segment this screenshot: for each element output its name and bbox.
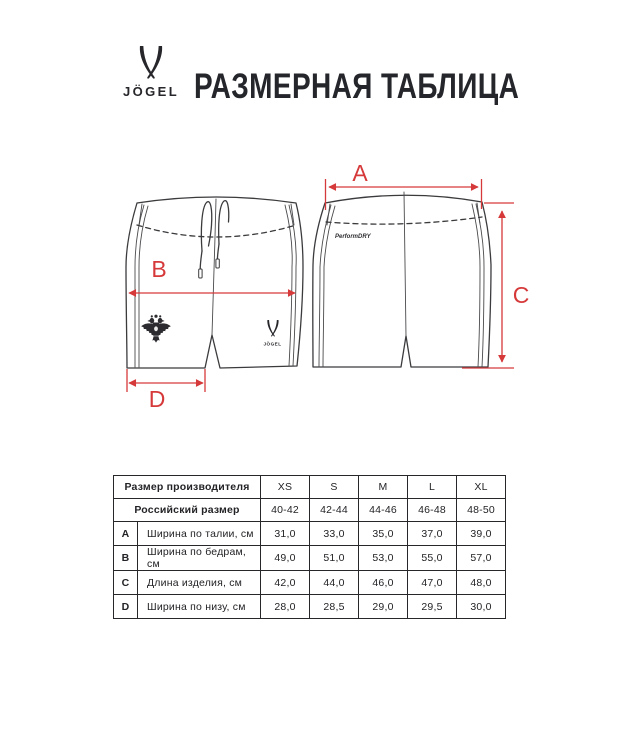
table-cell: 35,0 bbox=[359, 522, 408, 546]
jogel-logo-icon bbox=[138, 46, 164, 80]
shorts-front-view bbox=[126, 197, 303, 368]
table-cell: 28,0 bbox=[261, 595, 310, 619]
shorts-back-view bbox=[313, 192, 491, 367]
table-cell: 28,5 bbox=[310, 595, 359, 619]
table-cell: 49,0 bbox=[261, 546, 310, 571]
row-name: Ширина по низу, см bbox=[138, 595, 261, 619]
dimension-label-a: A bbox=[352, 160, 368, 186]
table-cell: 39,0 bbox=[457, 522, 506, 546]
shorts-diagram bbox=[0, 155, 624, 465]
table-row-b bbox=[114, 546, 506, 571]
row-label: Российский размер bbox=[114, 499, 261, 522]
table-row-russian-size bbox=[114, 499, 506, 522]
table-cell: 37,0 bbox=[408, 522, 457, 546]
table-cell: 29,0 bbox=[359, 595, 408, 619]
table-cell: 44,0 bbox=[310, 571, 359, 595]
table-cell: 47,0 bbox=[408, 571, 457, 595]
table-cell: 46,0 bbox=[359, 571, 408, 595]
table-cell: 53,0 bbox=[359, 546, 408, 571]
table-row-c bbox=[114, 571, 506, 595]
table-cell: 57,0 bbox=[457, 546, 506, 571]
row-name: Ширина по талии, см bbox=[138, 522, 261, 546]
table-cell: 51,0 bbox=[310, 546, 359, 571]
col-header-xl: XL bbox=[457, 476, 506, 499]
table-cell: 31,0 bbox=[261, 522, 310, 546]
row-letter: B bbox=[114, 546, 138, 571]
row-letter: C bbox=[114, 571, 138, 595]
table-cell: 48,0 bbox=[457, 571, 506, 595]
table-row-d bbox=[114, 595, 506, 619]
table-cell: 55,0 bbox=[408, 546, 457, 571]
dimension-label-b: B bbox=[151, 256, 167, 282]
table-row-manufacturer-size bbox=[114, 476, 506, 499]
row-letter: D bbox=[114, 595, 138, 619]
table-cell: 29,5 bbox=[408, 595, 457, 619]
table-cell: 42,0 bbox=[261, 571, 310, 595]
dimension-label-c: C bbox=[512, 282, 530, 308]
col-header-xs: XS bbox=[261, 476, 310, 499]
jogel-logo-text: JÖGEL bbox=[123, 84, 180, 99]
col-header-l: L bbox=[408, 476, 457, 499]
front-logo-text: JÖGEL bbox=[263, 341, 282, 347]
table-cell: 33,0 bbox=[310, 522, 359, 546]
back-outline bbox=[313, 195, 491, 367]
row-name: Длина изделия, см bbox=[138, 571, 261, 595]
performdry-text: PerformDRY bbox=[335, 234, 371, 240]
table-cell: 46-48 bbox=[408, 499, 457, 522]
dimension-label-d: D bbox=[148, 386, 166, 412]
jogel-logo bbox=[123, 46, 179, 99]
table-row-a bbox=[114, 522, 506, 546]
table-cell: 30,0 bbox=[457, 595, 506, 619]
table-cell: 44-46 bbox=[359, 499, 408, 522]
row-letter: A bbox=[114, 522, 138, 546]
col-header-s: S bbox=[310, 476, 359, 499]
row-label: Размер производителя bbox=[114, 476, 261, 499]
col-header-m: M bbox=[359, 476, 408, 499]
row-name: Ширина по бедрам, см bbox=[138, 546, 261, 571]
table-cell: 48-50 bbox=[457, 499, 506, 522]
table-cell: 40-42 bbox=[261, 499, 310, 522]
size-table bbox=[113, 475, 506, 619]
table-cell: 42-44 bbox=[310, 499, 359, 522]
page-title: РАЗМЕРНАЯ ТАБЛИЦА bbox=[194, 67, 520, 107]
